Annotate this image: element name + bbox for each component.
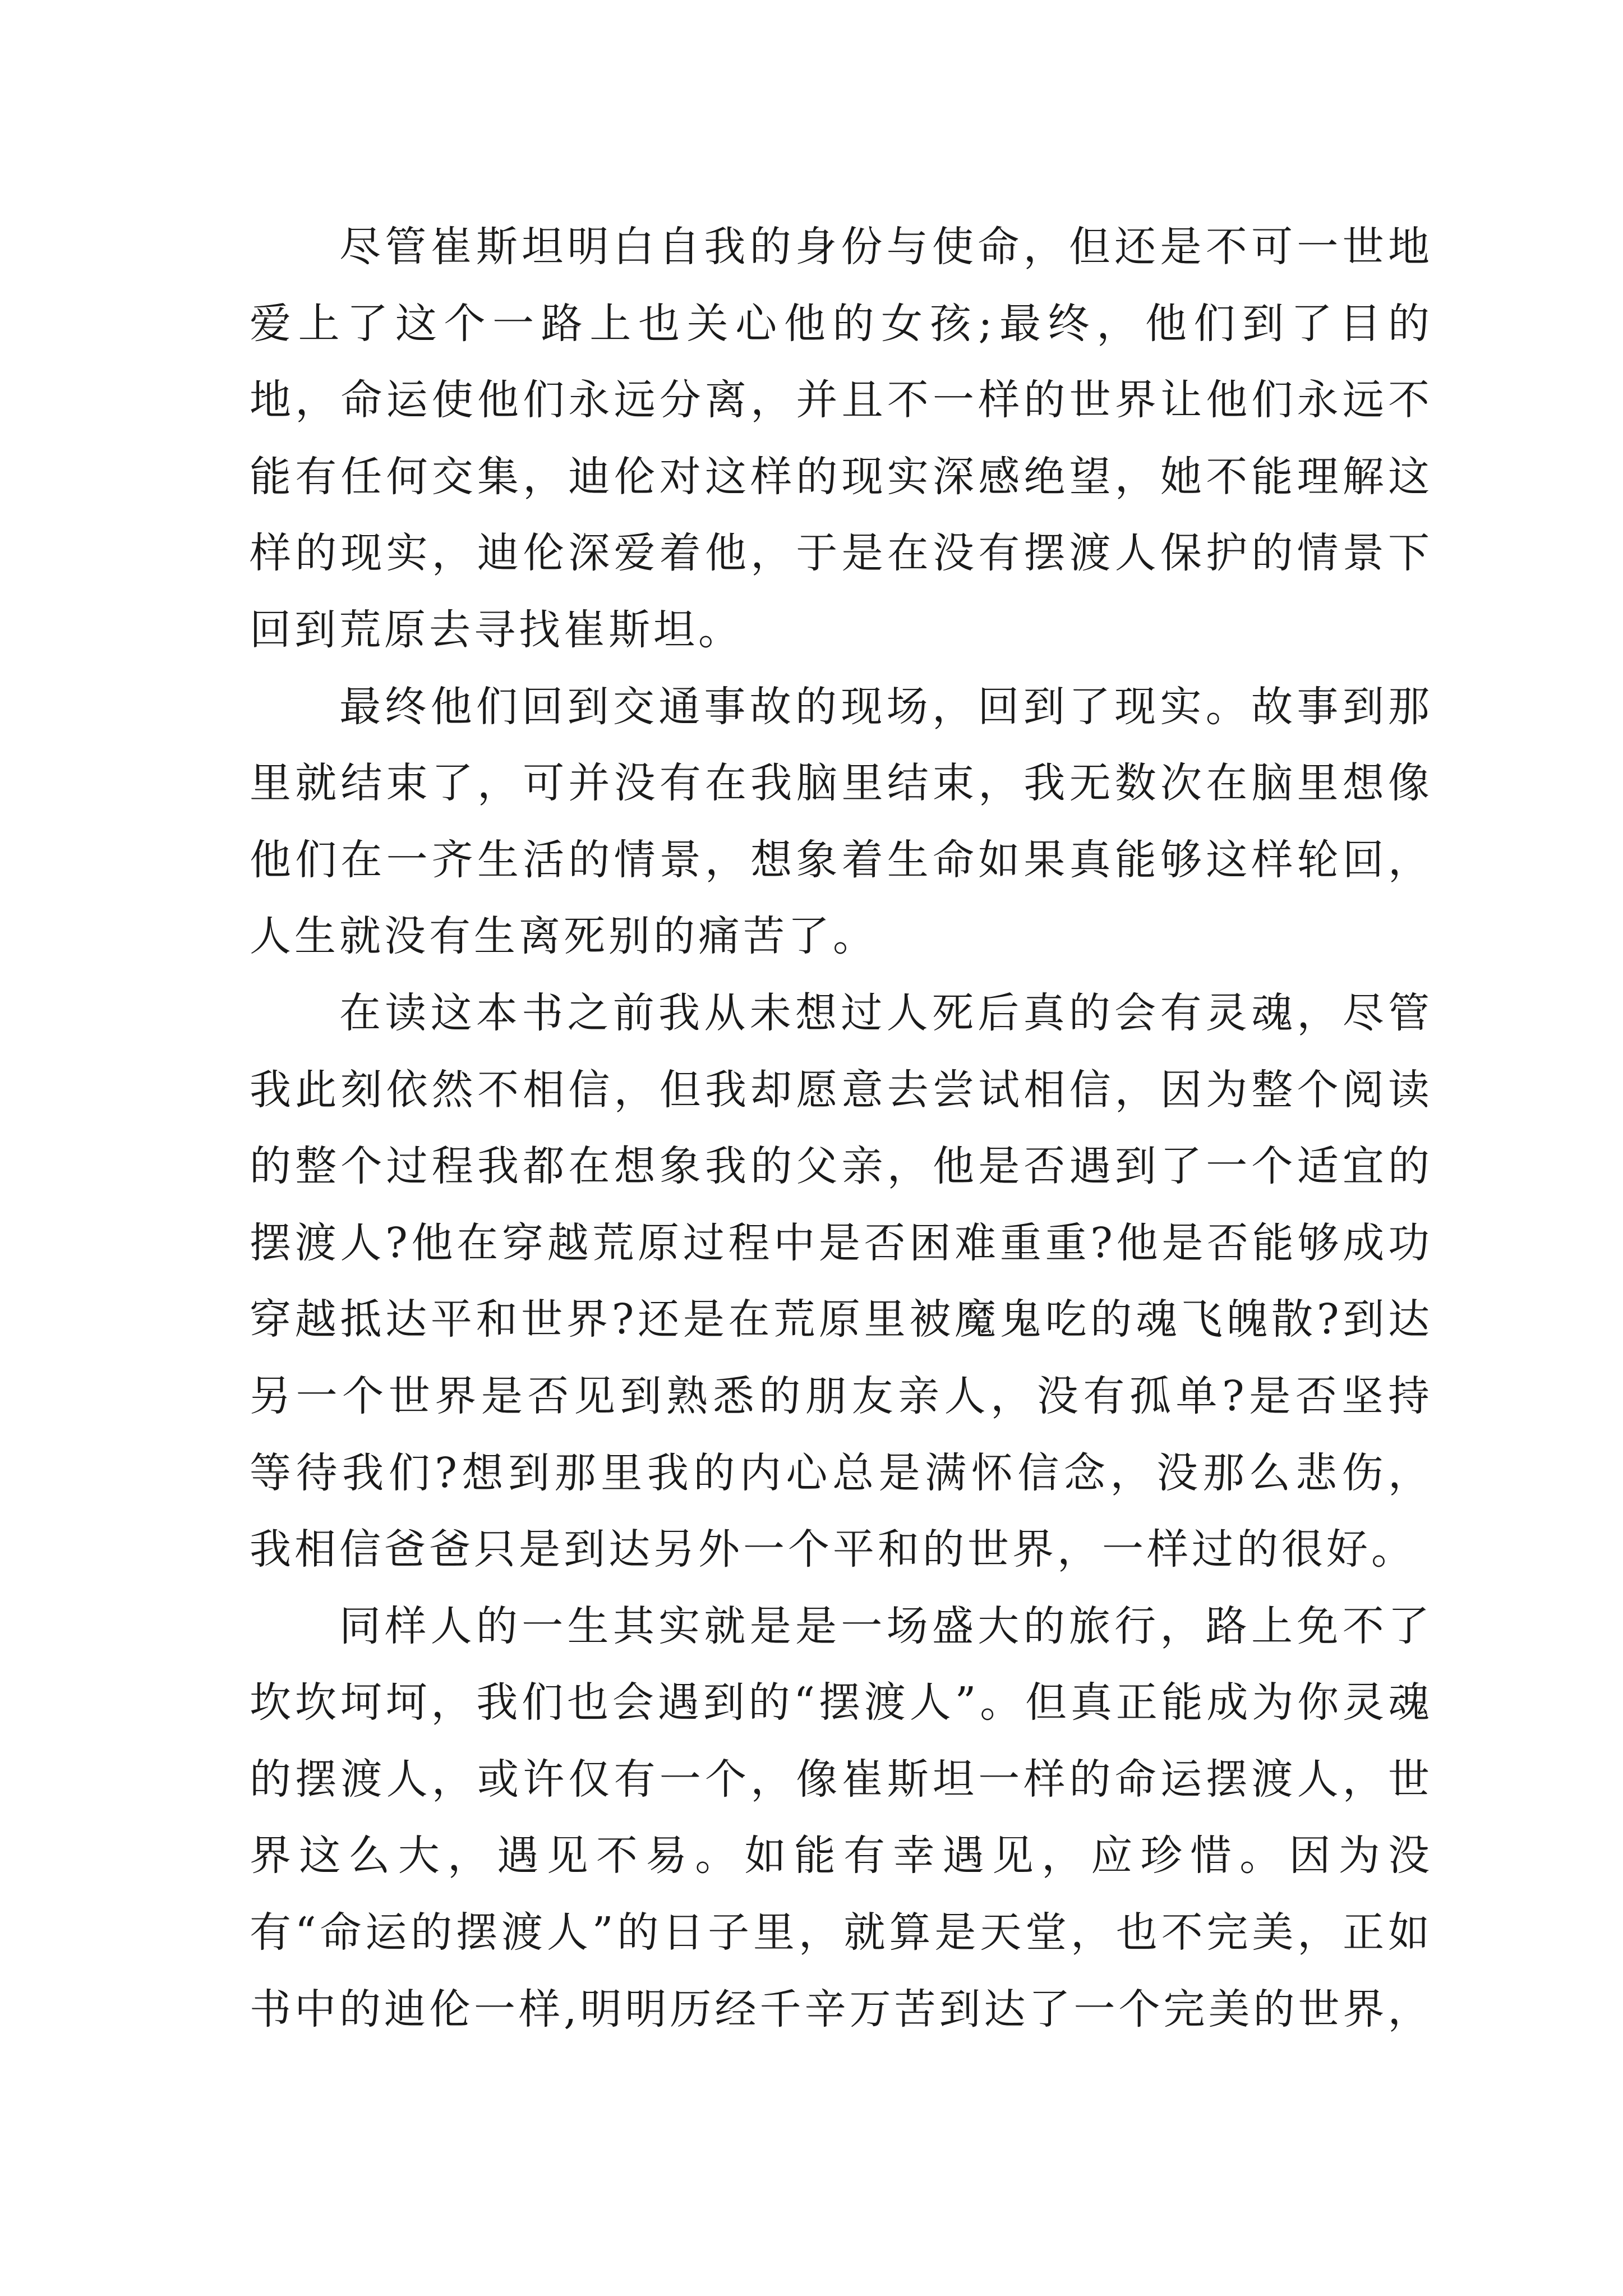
paragraph-4: 同样人的一生其实就是是一场盛大的旅行，路上免不了坎坎坷坷，我们也会遇到的“摆渡人”。但真正能成为你灵魂的摆渡人，或许仅有一个，像崔斯坦一样的命运摆渡人，世界这么大，遇见不易。如能有幸遇见，应珍惜。因为没有“命运的摆渡人”的日子里，就算是天堂，也不完美，正如书中的迪伦一样,明明历经千辛万苦到达了一个完美的世界，	[250, 1602, 1433, 2033]
body-text	[250, 209, 1433, 2047]
paragraph-3: 在读这本书之前我从未想过人死后真的会有灵魂，尽管我此刻依然不相信，但我却愿意去尝试相信，因为整个阅读的整个过程我都在想象我的父亲，他是否遇到了一个适宜的摆渡人?他在穿越荒原过程中是否困难重重?他是否能够成功穿越抵达平和世界?还是在荒原里被魔鬼吃的魂飞魄散?到达另一个世界是否见到熟悉的朋友亲人，没有孤单?是否坚持等待我们?想到那里我的内心总是满怀信念，没那么悲伤，我相信爸爸只是到达另外一个平和的世界，一样过的很好。	[250, 988, 1433, 1574]
paragraph-2: 最终他们回到交通事故的现场，回到了现实。故事到那里就结束了，可并没有在我脑里结束，我无数次在脑里想像他们在一齐生活的情景，想象着生命如果真能够这样轮回，人生就没有生离死别的痛苦了。	[250, 682, 1433, 961]
paragraph-1: 尽管崔斯坦明白自我的身份与使命，但还是不可一世地爱上了这个一路上也关心他的女孩;最终，他们到了目的地，命运使他们永远分离，并且不一样的世界让他们永远不能有任何交集，迪伦对这样的现实深感绝望，她不能理解这样的现实，迪伦深爱着他，于是在没有摆渡人保护的情景下回到荒原去寻找崔斯坦。	[250, 223, 1433, 654]
